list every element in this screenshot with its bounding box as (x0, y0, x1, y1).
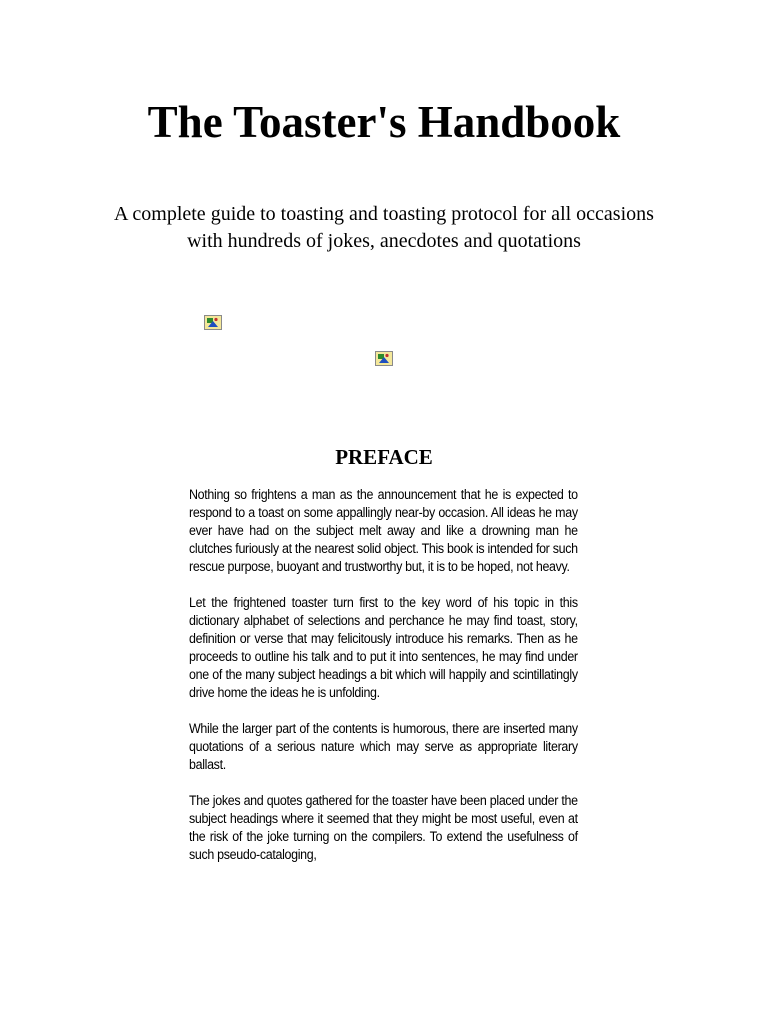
document-title: The Toaster's Handbook (147, 97, 621, 147)
preface-paragraph: Let the frightened toaster turn first to the key word of his topic in this dictionary alphabet of selections and perchance he may find toast, story, definition or verse that may felicitously introduce his remarks. Then as he proceeds to outline his talk and to put it into sentences, he may find under one of the many subject headings a bit which will happily and scintillatingly drive home the ideas he is unfolding. (189, 595, 578, 700)
preface-paragraph: While the larger part of the contents is humorous, there are inserted many quotations of a serious nature which may serve as appropriate literary ballast. (189, 721, 578, 772)
preface-body (189, 486, 578, 882)
document-subtitle: A complete guide to toasting and toasting protocol for all occasions with hundreds of jokes, anecdotes and quotations (114, 203, 654, 252)
preface-paragraph: The jokes and quotes gathered for the toaster have been placed under the subject headings where it seemed that they might be most useful, even at the risk of the joke turning on the compilers. To extend the usefulness of such pseudo-cataloging, (189, 793, 578, 862)
preface-paragraph: Nothing so frightens a man as the announcement that he is expected to respond to a toast on some appallingly near-by occasion. All ideas he may ever have had on the subject melt away and like a drowning man he clutches furiously at the nearest solid object. This book is intended for such rescue purpose, buoyant and trustworthy but, it is to be hoped, not heavy. (189, 487, 578, 574)
broken-image-icon (375, 351, 393, 366)
preface-heading: PREFACE (335, 445, 433, 469)
broken-image-icon (204, 315, 222, 330)
